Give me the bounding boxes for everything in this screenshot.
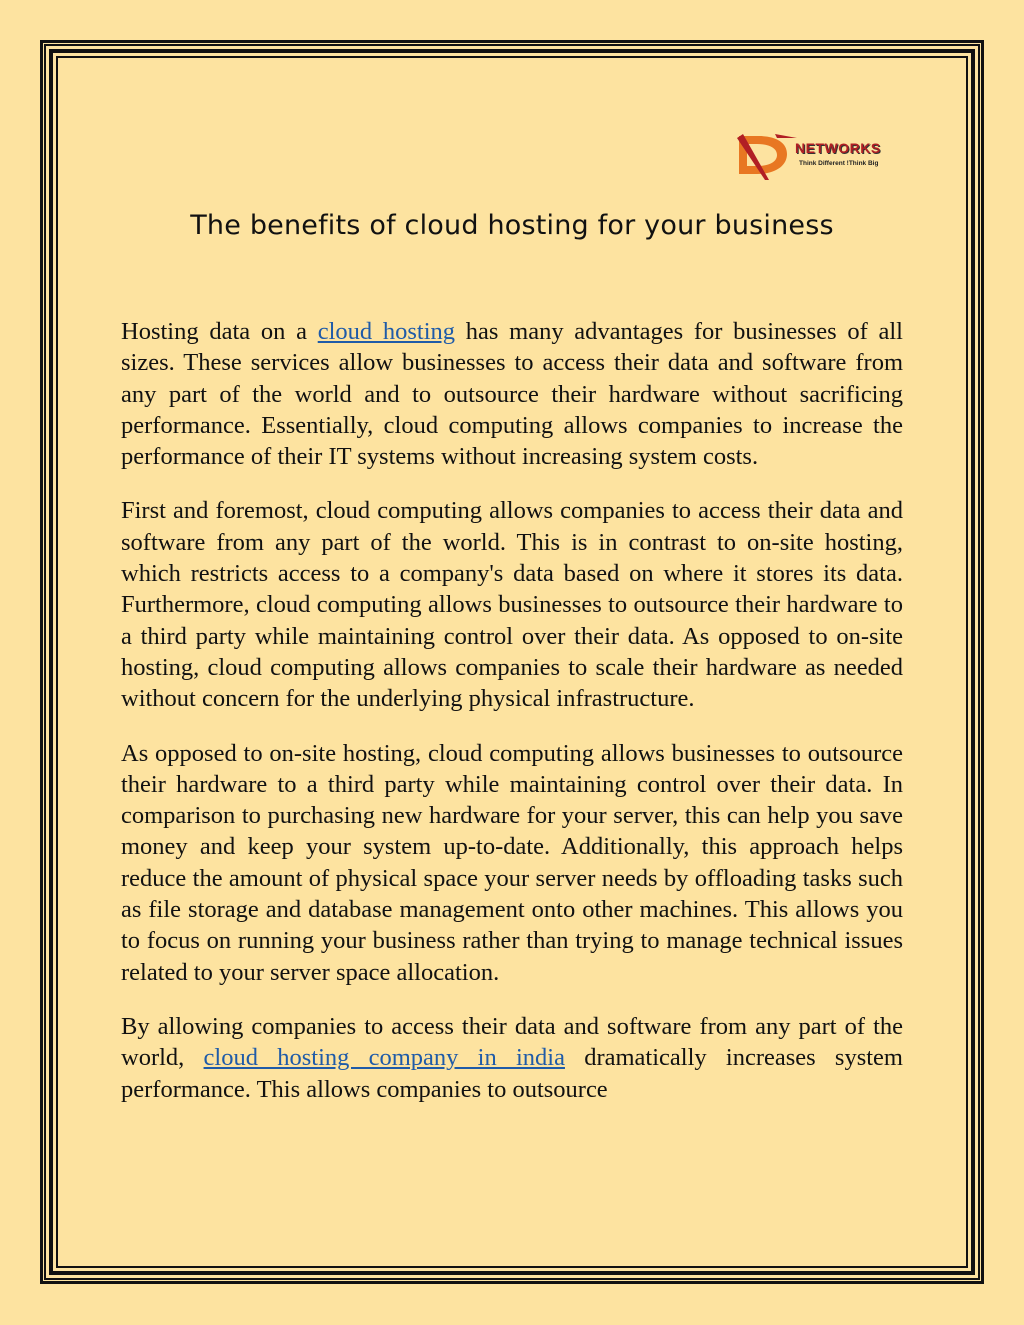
paragraph-2: First and foremost, cloud computing allows companies to access their data and software from any part of the world. This is in contrast to on-site hosting, which restricts access to a company's data based on where it stores its data. Furthermore, cloud computing allows businesses to outsource their hardware to a third party while maintaining control over their data. As opposed to on-site hosting, cloud computing allows companies to scale their hardware as needed without concern for the underlying physical infrastructure. [121,497,903,713]
d-networks-logo-icon [735,130,797,185]
cloud-hosting-company-india-link[interactable]: cloud hosting company in india [203,1044,565,1072]
paragraph-text: By allowing companies to access their data and software from any part of the world, [121,1012,903,1072]
paragraph-text: has many advantages for businesses of all sizes. These services allow businesses to access their data and software from any part of the world and to outsource their hardware without sacrificing performance. Essentially, cloud computing allows companies to increase the performance of their IT systems without increasing system costs. [121,318,903,471]
logo-tagline: Think Different !Think Big [799,160,879,167]
paragraph-1 [121,316,903,472]
paragraph-text: Hosting data on a [121,318,318,345]
logo-wordmark: NETWORKS [795,140,881,156]
paragraph-4 [121,1011,903,1105]
networks-logo [735,130,905,185]
page-title: The benefits of cloud hosting for your business [190,210,834,241]
paragraph-text: dramatically increases system performance. This allows companies to outsource [121,1044,903,1103]
article-body [121,316,903,1128]
paragraph-3: As opposed to on-site hosting, cloud computing allows businesses to outsource their hardware to a third party while maintaining control over their data. In comparison to purchasing new hardware for your server, this can help you save money and keep your system up-to-date. Additionally, this approach helps reduce the amount of physical space your server needs by offloading tasks such as file storage and database management onto other machines. This allows you to focus on running your business rather than trying to manage technical issues related to your server space allocation. [121,739,903,986]
cloud-hosting-link[interactable]: cloud hosting [317,318,456,345]
